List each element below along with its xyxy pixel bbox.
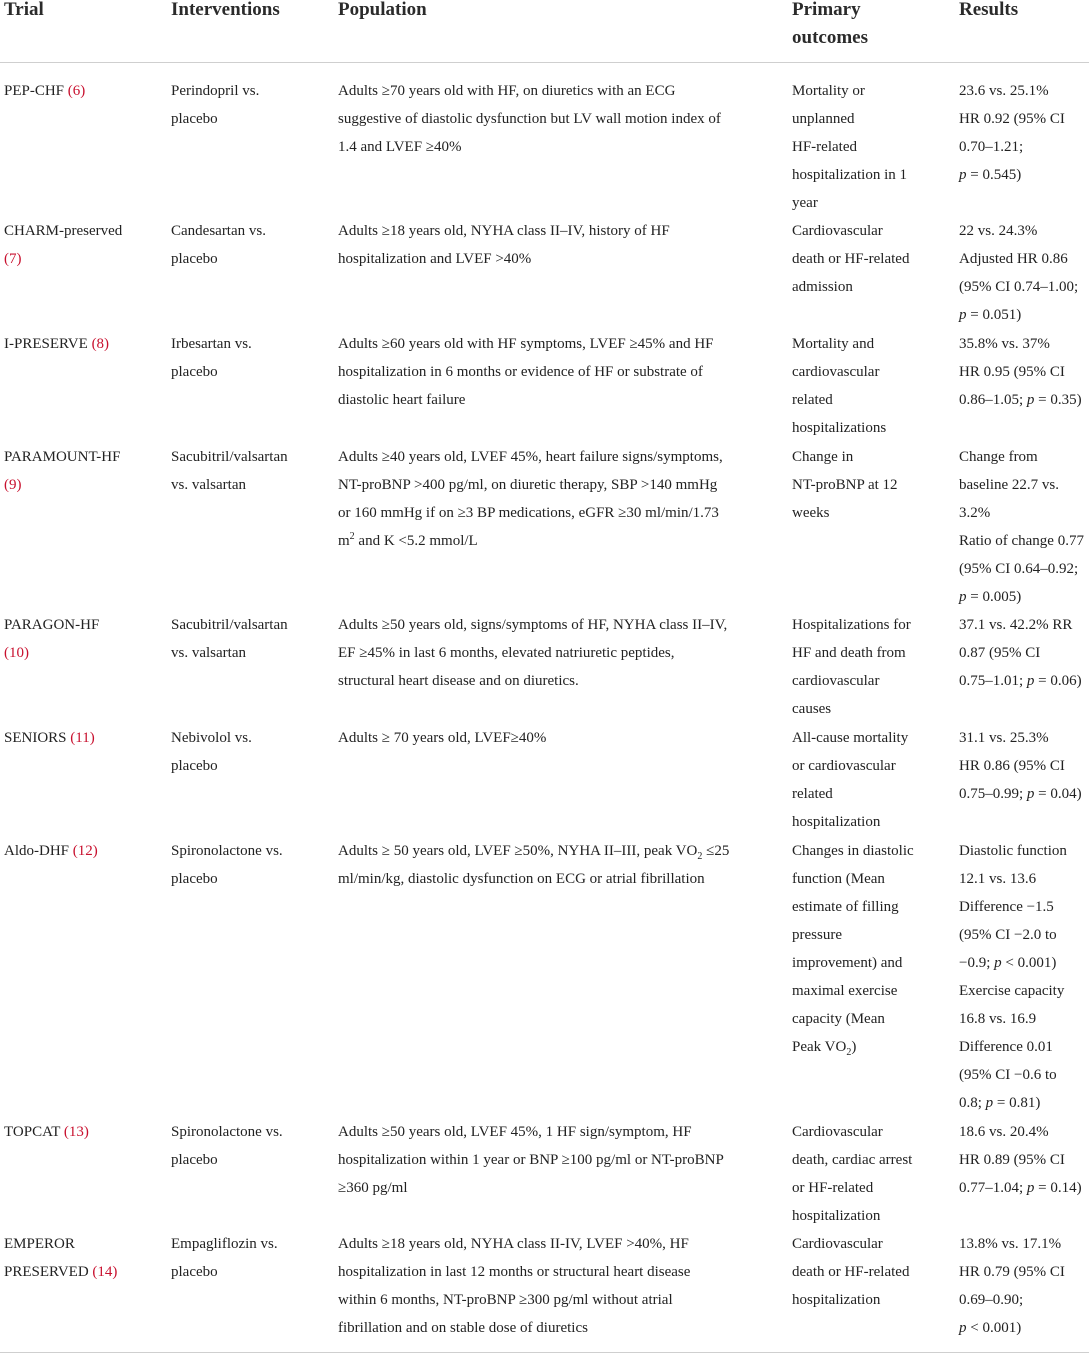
population-cell-line: 1.4 and LVEF ≥40% <box>338 139 462 155</box>
results-cell-line: 0.69–0.90; <box>959 1292 1024 1308</box>
reference-link[interactable]: (9) <box>4 477 22 493</box>
outcomes-cell-line: hospitalization <box>792 1292 881 1308</box>
results-cell-line: 18.6 vs. 20.4% <box>959 1124 1049 1140</box>
interventions-cell-line: Empagliflozin vs. <box>171 1236 278 1252</box>
results-cell-line: 0.77–1.04; p = 0.14) <box>959 1180 1082 1196</box>
reference-link[interactable]: (6) <box>67 83 86 99</box>
results-cell-line: Change from <box>959 449 1038 465</box>
interventions-cell-line: Sacubitril/valsartan <box>171 617 288 633</box>
trial-name: TOPCAT <box>4 1124 61 1140</box>
outcomes-cell-line: Change in <box>792 449 854 465</box>
results-cell-line: 0.8; p = 0.81) <box>959 1095 1041 1111</box>
outcomes-cell-line: All-cause mortality <box>792 730 909 746</box>
results-cell-line: HR 0.86 (95% CI <box>959 758 1065 774</box>
interventions-cell-line: placebo <box>171 111 218 127</box>
trial-cell-line: EMPEROR <box>4 1236 75 1252</box>
outcomes-cell-line: estimate of filling <box>792 899 899 915</box>
interventions-cell-line: vs. valsartan <box>171 645 246 661</box>
results-cell-line: p = 0.051) <box>959 307 1022 323</box>
outcomes-cell-line: hospitalization in 1 <box>792 167 907 183</box>
outcomes-cell-line: unplanned <box>792 111 855 127</box>
trial-cell-line <box>4 1118 89 1146</box>
population-cell-line: Adults ≥60 years old with HF symptoms, LVEF ≥45% and HF <box>338 336 714 352</box>
population-cell-line: $m^2$ and K <5.2 mmol/L <box>338 531 478 549</box>
results-cell-line: 3.2% <box>959 505 991 521</box>
header-primary-outcomes-line2: outcomes <box>792 27 868 48</box>
population-cell-line: hospitalization in last 12 months or structural heart disease <box>338 1264 691 1280</box>
outcomes-cell-line: or cardiovascular <box>792 758 896 774</box>
interventions-cell-line: placebo <box>171 364 218 380</box>
results-cell-line: 0.87 (95% CI <box>959 645 1041 661</box>
trial-name: PEP-CHF <box>4 83 65 99</box>
outcomes-cell-line: year <box>792 195 818 211</box>
results-cell-line: Difference 0.01 <box>959 1039 1053 1055</box>
interventions-cell-line: placebo <box>171 1264 218 1280</box>
trial-cell-line <box>4 639 29 667</box>
outcomes-cell-line: related <box>792 786 833 802</box>
outcomes-cell-line: related <box>792 392 833 408</box>
results-cell-line: 12.1 vs. 13.6 <box>959 871 1037 887</box>
outcomes-cell-line: pressure <box>792 927 842 943</box>
results-cell-line: 13.8% vs. 17.1% <box>959 1236 1062 1252</box>
interventions-cell-line: placebo <box>171 758 218 774</box>
trial-name: I-PRESERVE <box>4 336 88 352</box>
interventions-cell-line: placebo <box>171 251 218 267</box>
interventions-cell-line: vs. valsartan <box>171 477 246 493</box>
results-cell-line: 16.8 vs. 16.9 <box>959 1011 1037 1027</box>
results-cell-line: 37.1 vs. 42.2% RR <box>959 617 1073 633</box>
population-cell-line: Adults ≥50 years old, signs/symptoms of HF, NYHA class II–IV, <box>338 617 728 633</box>
results-cell-line: Difference −1.5 <box>959 899 1054 915</box>
results-cell-line: Diastolic function <box>959 843 1067 859</box>
population-cell-line: Adults ≥ 70 years old, LVEF≥40% <box>338 730 547 746</box>
interventions-cell-line: Perindopril vs. <box>171 83 260 99</box>
interventions-cell-line: Spironolactone vs. <box>171 1124 283 1140</box>
results-cell-line: Adjusted HR 0.86 <box>959 251 1068 267</box>
header-primary-outcomes-line1: Primary <box>792 0 861 20</box>
population-cell-line: Adults ≥ 50 years old, LVEF ≥50%, NYHA II–III, peak $VO_2 \le 25$ <box>338 843 730 862</box>
results-cell-line: (95% CI −2.0 to <box>959 927 1057 943</box>
outcomes-cell-line: Cardiovascular <box>792 1124 883 1140</box>
outcomes-cell-line: Peak $VO_2$) <box>792 1039 857 1058</box>
interventions-cell-line: Nebivolol vs. <box>171 730 252 746</box>
interventions-cell-line: Candesartan vs. <box>171 223 266 239</box>
reference-link[interactable]: (13) <box>63 1124 89 1140</box>
results-cell-line: p < 0.001) <box>959 1320 1022 1336</box>
trial-cell-line <box>4 330 109 358</box>
outcomes-cell-line: or HF-related <box>792 1180 874 1196</box>
results-cell-line: p = 0.005) <box>959 589 1022 605</box>
results-cell-line: HR 0.92 (95% CI <box>959 111 1065 127</box>
results-cell-line: 0.75–1.01; p = 0.06) <box>959 673 1082 689</box>
interventions-cell-line: placebo <box>171 871 218 887</box>
results-cell-line: 22 vs. 24.3% <box>959 223 1038 239</box>
results-cell-line: HR 0.95 (95% CI <box>959 364 1065 380</box>
results-cell-line: Exercise capacity <box>959 983 1065 999</box>
results-cell-line: 35.8% vs. 37% <box>959 336 1050 352</box>
outcomes-cell-line: hospitalizations <box>792 420 887 436</box>
outcomes-cell-line: hospitalization <box>792 814 881 830</box>
population-cell-line: Adults ≥40 years old, LVEF 45%, heart failure signs/symptoms, <box>338 449 723 465</box>
table-header <box>0 0 1089 63</box>
population-cell-line: hospitalization and LVEF >40% <box>338 251 532 267</box>
population-cell-line: diastolic heart failure <box>338 392 466 408</box>
trial-cell-line: PARAMOUNT-HF <box>4 449 121 465</box>
outcomes-cell-line: Mortality and <box>792 336 875 352</box>
outcomes-cell-line: function (Mean <box>792 871 885 887</box>
results-cell-line: (95% CI −0.6 to <box>959 1067 1057 1083</box>
population-cell-line: fibrillation and on stable dose of diuretics <box>338 1320 588 1336</box>
outcomes-cell-line: weeks <box>792 505 830 521</box>
population-cell-line: hospitalization in 6 months or evidence of HF or substrate of <box>338 364 703 380</box>
trial-name: SENIORS <box>4 730 67 746</box>
outcomes-cell-line: death or HF-related <box>792 1264 910 1280</box>
header-population: Population <box>338 0 427 20</box>
outcomes-cell-line: maximal exercise <box>792 983 898 999</box>
results-cell-line: 0.75–0.99; p = 0.04) <box>959 786 1082 802</box>
trial-cell-line: CHARM-preserved <box>4 223 123 239</box>
trial-cell-line: PARAGON-HF <box>4 617 100 633</box>
outcomes-cell-line: capacity (Mean <box>792 1011 885 1027</box>
population-cell-line: NT-proBNP >400 pg/ml, on diuretic therapy, SBP >140 mmHg <box>338 477 718 493</box>
outcomes-cell-line: hospitalization <box>792 1208 881 1224</box>
trial-cell-line <box>4 471 22 499</box>
reference-link[interactable]: (11) <box>70 730 95 746</box>
interventions-cell-line: Irbesartan vs. <box>171 336 252 352</box>
header-interventions: Interventions <box>171 0 280 20</box>
outcomes-cell-line: improvement) and <box>792 955 903 971</box>
results-cell-line: 0.86–1.05; p = 0.35) <box>959 392 1082 408</box>
population-cell-line: ≥360 pg/ml <box>338 1180 408 1196</box>
outcomes-cell-line: HF and death from <box>792 645 906 661</box>
header-trial: Trial <box>4 0 44 20</box>
reference-link[interactable]: (10) <box>4 645 29 661</box>
reference-link[interactable]: (8) <box>91 336 110 352</box>
outcomes-cell-line: Changes in diastolic <box>792 843 914 859</box>
results-cell-line: HR 0.89 (95% CI <box>959 1152 1065 1168</box>
results-cell-line: (95% CI 0.64–0.92; <box>959 561 1079 577</box>
results-cell-line: −0.9; p < 0.001) <box>959 955 1057 971</box>
population-cell-line: ml/min/kg, diastolic dysfunction on ECG or atrial fibrillation <box>338 871 705 887</box>
trial-cell-line <box>4 245 22 273</box>
results-cell-line: p = 0.545) <box>959 167 1022 183</box>
population-cell-line: EF ≥45% in last 6 months, elevated natriuretic peptides, <box>338 645 675 661</box>
population-cell-line: Adults ≥50 years old, LVEF 45%, 1 HF sign/symptom, HF <box>338 1124 692 1140</box>
outcomes-cell-line: Cardiovascular <box>792 1236 883 1252</box>
trial-cell-line <box>4 77 85 105</box>
header-results: Results <box>959 0 1019 20</box>
trial-cell-line <box>4 837 98 865</box>
population-cell-line: suggestive of diastolic dysfunction but LV wall motion index of <box>338 111 721 127</box>
results-cell-line: Ratio of change 0.77 <box>959 533 1084 549</box>
results-cell-line: 23.6 vs. 25.1% <box>959 83 1049 99</box>
population-cell-line: Adults ≥18 years old, NYHA class II–IV, history of HF <box>338 223 670 239</box>
reference-link[interactable]: (12) <box>72 843 98 859</box>
trial-name: PRESERVED <box>4 1264 89 1280</box>
reference-link[interactable]: (14) <box>92 1264 118 1280</box>
interventions-cell-line: placebo <box>171 1152 218 1168</box>
results-cell-line: HR 0.79 (95% CI <box>959 1264 1065 1280</box>
results-cell-line: (95% CI 0.74–1.00; <box>959 279 1079 295</box>
population-cell-line: structural heart disease and on diuretics. <box>338 673 579 689</box>
outcomes-cell-line: Mortality or <box>792 83 865 99</box>
outcomes-cell-line: NT-proBNP at 12 <box>792 477 898 493</box>
population-cell-line: or 160 mmHg if on ≥3 BP medications, eGFR ≥30 ml/min/1.73 <box>338 505 719 521</box>
outcomes-cell-line: cardiovascular <box>792 673 880 689</box>
results-cell-line: 31.1 vs. 25.3% <box>959 730 1049 746</box>
results-cell-line: baseline 22.7 vs. <box>959 477 1059 493</box>
reference-link[interactable]: (7) <box>4 251 22 267</box>
outcomes-cell-line: causes <box>792 701 832 717</box>
outcomes-cell-line: admission <box>792 279 853 295</box>
trial-name: Aldo-DHF <box>4 843 70 859</box>
population-cell-line: Adults ≥18 years old, NYHA class II-IV, LVEF >40%, HF <box>338 1236 689 1252</box>
interventions-cell-line: Spironolactone vs. <box>171 843 283 859</box>
table-bottom-rule <box>0 1352 1089 1353</box>
trial-cell-line <box>4 1258 117 1286</box>
outcomes-cell-line: Cardiovascular <box>792 223 883 239</box>
results-cell-line: 0.70–1.21; <box>959 139 1024 155</box>
outcomes-cell-line: Hospitalizations for <box>792 617 911 633</box>
population-cell-line: Adults ≥70 years old with HF, on diuretics with an ECG <box>338 83 676 99</box>
outcomes-cell-line: HF-related <box>792 139 857 155</box>
outcomes-cell-line: death or HF-related <box>792 251 910 267</box>
population-cell-line: hospitalization within 1 year or BNP ≥100 pg/ml or NT-proBNP <box>338 1152 724 1168</box>
interventions-cell-line: Sacubitril/valsartan <box>171 449 288 465</box>
outcomes-cell-line: cardiovascular <box>792 364 880 380</box>
population-cell-line: within 6 months, NT-proBNP ≥300 pg/ml without atrial <box>338 1292 673 1308</box>
outcomes-cell-line: death, cardiac arrest <box>792 1152 913 1168</box>
trial-cell-line <box>4 724 95 752</box>
